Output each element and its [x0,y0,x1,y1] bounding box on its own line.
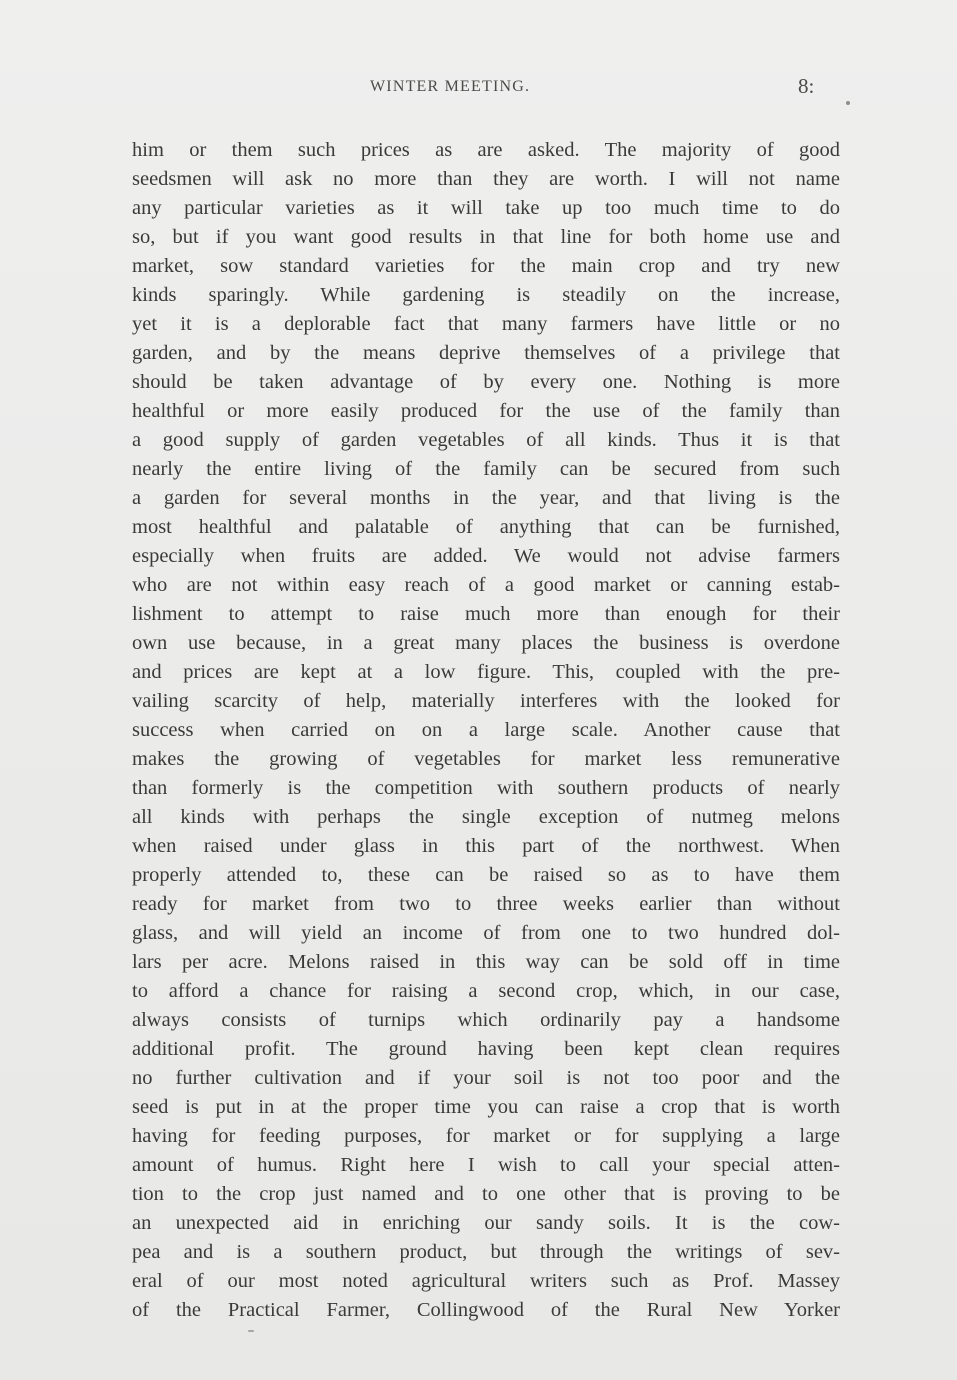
text-line: an unexpected aid in enriching our sandy soils. It is the cow- [132,1212,840,1234]
text-line: ready for market from two to three weeks earlier than without [132,893,840,915]
text-line: seed is put in at the proper time you can raise a crop that is worth [132,1096,840,1118]
text-line: when raised under glass in this part of the northwest. When [132,835,840,857]
running-head: WINTER MEETING. [370,78,531,95]
text-line: pea and is a southern product, but through the writings of sev- [132,1241,840,1263]
text-line: glass, and will yield an income of from one to two hundred dol- [132,922,840,944]
text-line: him or them such prices as are asked. The majority of good [132,139,840,161]
text-line: healthful or more easily produced for the use of the family than [132,400,840,422]
text-line: than formerly is the competition with southern products of nearly [132,777,840,799]
text-line: seedsmen will ask no more than they are worth. I will not name [132,168,840,190]
text-line: a good supply of garden vegetables of all kinds. Thus it is that [132,429,840,451]
text-line: who are not within easy reach of a good market or canning estab- [132,574,840,596]
text-line: yet it is a deplorable fact that many farmers have little or no [132,313,840,335]
text-line: success when carried on on a large scale. Another cause that [132,719,840,741]
text-line: of the Practical Farmer, Collingwood of the Rural New Yorker [132,1299,840,1321]
text-line: most healthful and palatable of anything that can be furnished, [132,516,840,538]
page-number: 8: [798,74,815,98]
text-line: to afford a chance for raising a second crop, which, in our case, [132,980,840,1002]
text-line: nearly the entire living of the family can be secured from such [132,458,840,480]
dust-speck [248,1330,254,1332]
text-line: especially when fruits are added. We would not advise farmers [132,545,840,567]
text-line: lars per acre. Melons raised in this way can be sold off in time [132,951,840,973]
text-line: a garden for several months in the year, and that living is the [132,487,840,509]
body-text [132,136,840,1325]
text-line: tion to the crop just named and to one other that is proving to be [132,1183,840,1205]
text-line: should be taken advantage of by every one. Nothing is more [132,371,840,393]
text-line: market, sow standard varieties for the main crop and try new [132,255,840,277]
text-line: vailing scarcity of help, materially interferes with the looked for [132,690,840,712]
text-line: having for feeding purposes, for market or for supplying a large [132,1125,840,1147]
text-line: eral of our most noted agricultural writers such as Prof. Massey [132,1270,840,1292]
text-line: properly attended to, these can be raised so as to have them [132,864,840,886]
text-line: any particular varieties as it will take up too much time to do [132,197,840,219]
text-line: lishment to attempt to raise much more than enough for their [132,603,840,625]
text-line: and prices are kept at a low figure. This, coupled with the pre- [132,661,840,683]
text-line: amount of humus. Right here I wish to call your special atten- [132,1154,840,1176]
text-line: so, but if you want good results in that line for both home use and [132,226,840,248]
dust-speck [846,101,850,105]
text-line: no further cultivation and if your soil is not too poor and the [132,1067,840,1089]
text-line: always consists of turnips which ordinarily pay a handsome [132,1009,840,1031]
text-line: kinds sparingly. While gardening is steadily on the increase, [132,284,840,306]
text-line: all kinds with perhaps the single exception of nutmeg melons [132,806,840,828]
text-line: makes the growing of vegetables for market less remunerative [132,748,840,770]
text-line: own use because, in a great many places the business is overdone [132,632,840,654]
text-line: garden, and by the means deprive themselves of a privilege that [132,342,840,364]
text-line: additional profit. The ground having been kept clean requires [132,1038,840,1060]
